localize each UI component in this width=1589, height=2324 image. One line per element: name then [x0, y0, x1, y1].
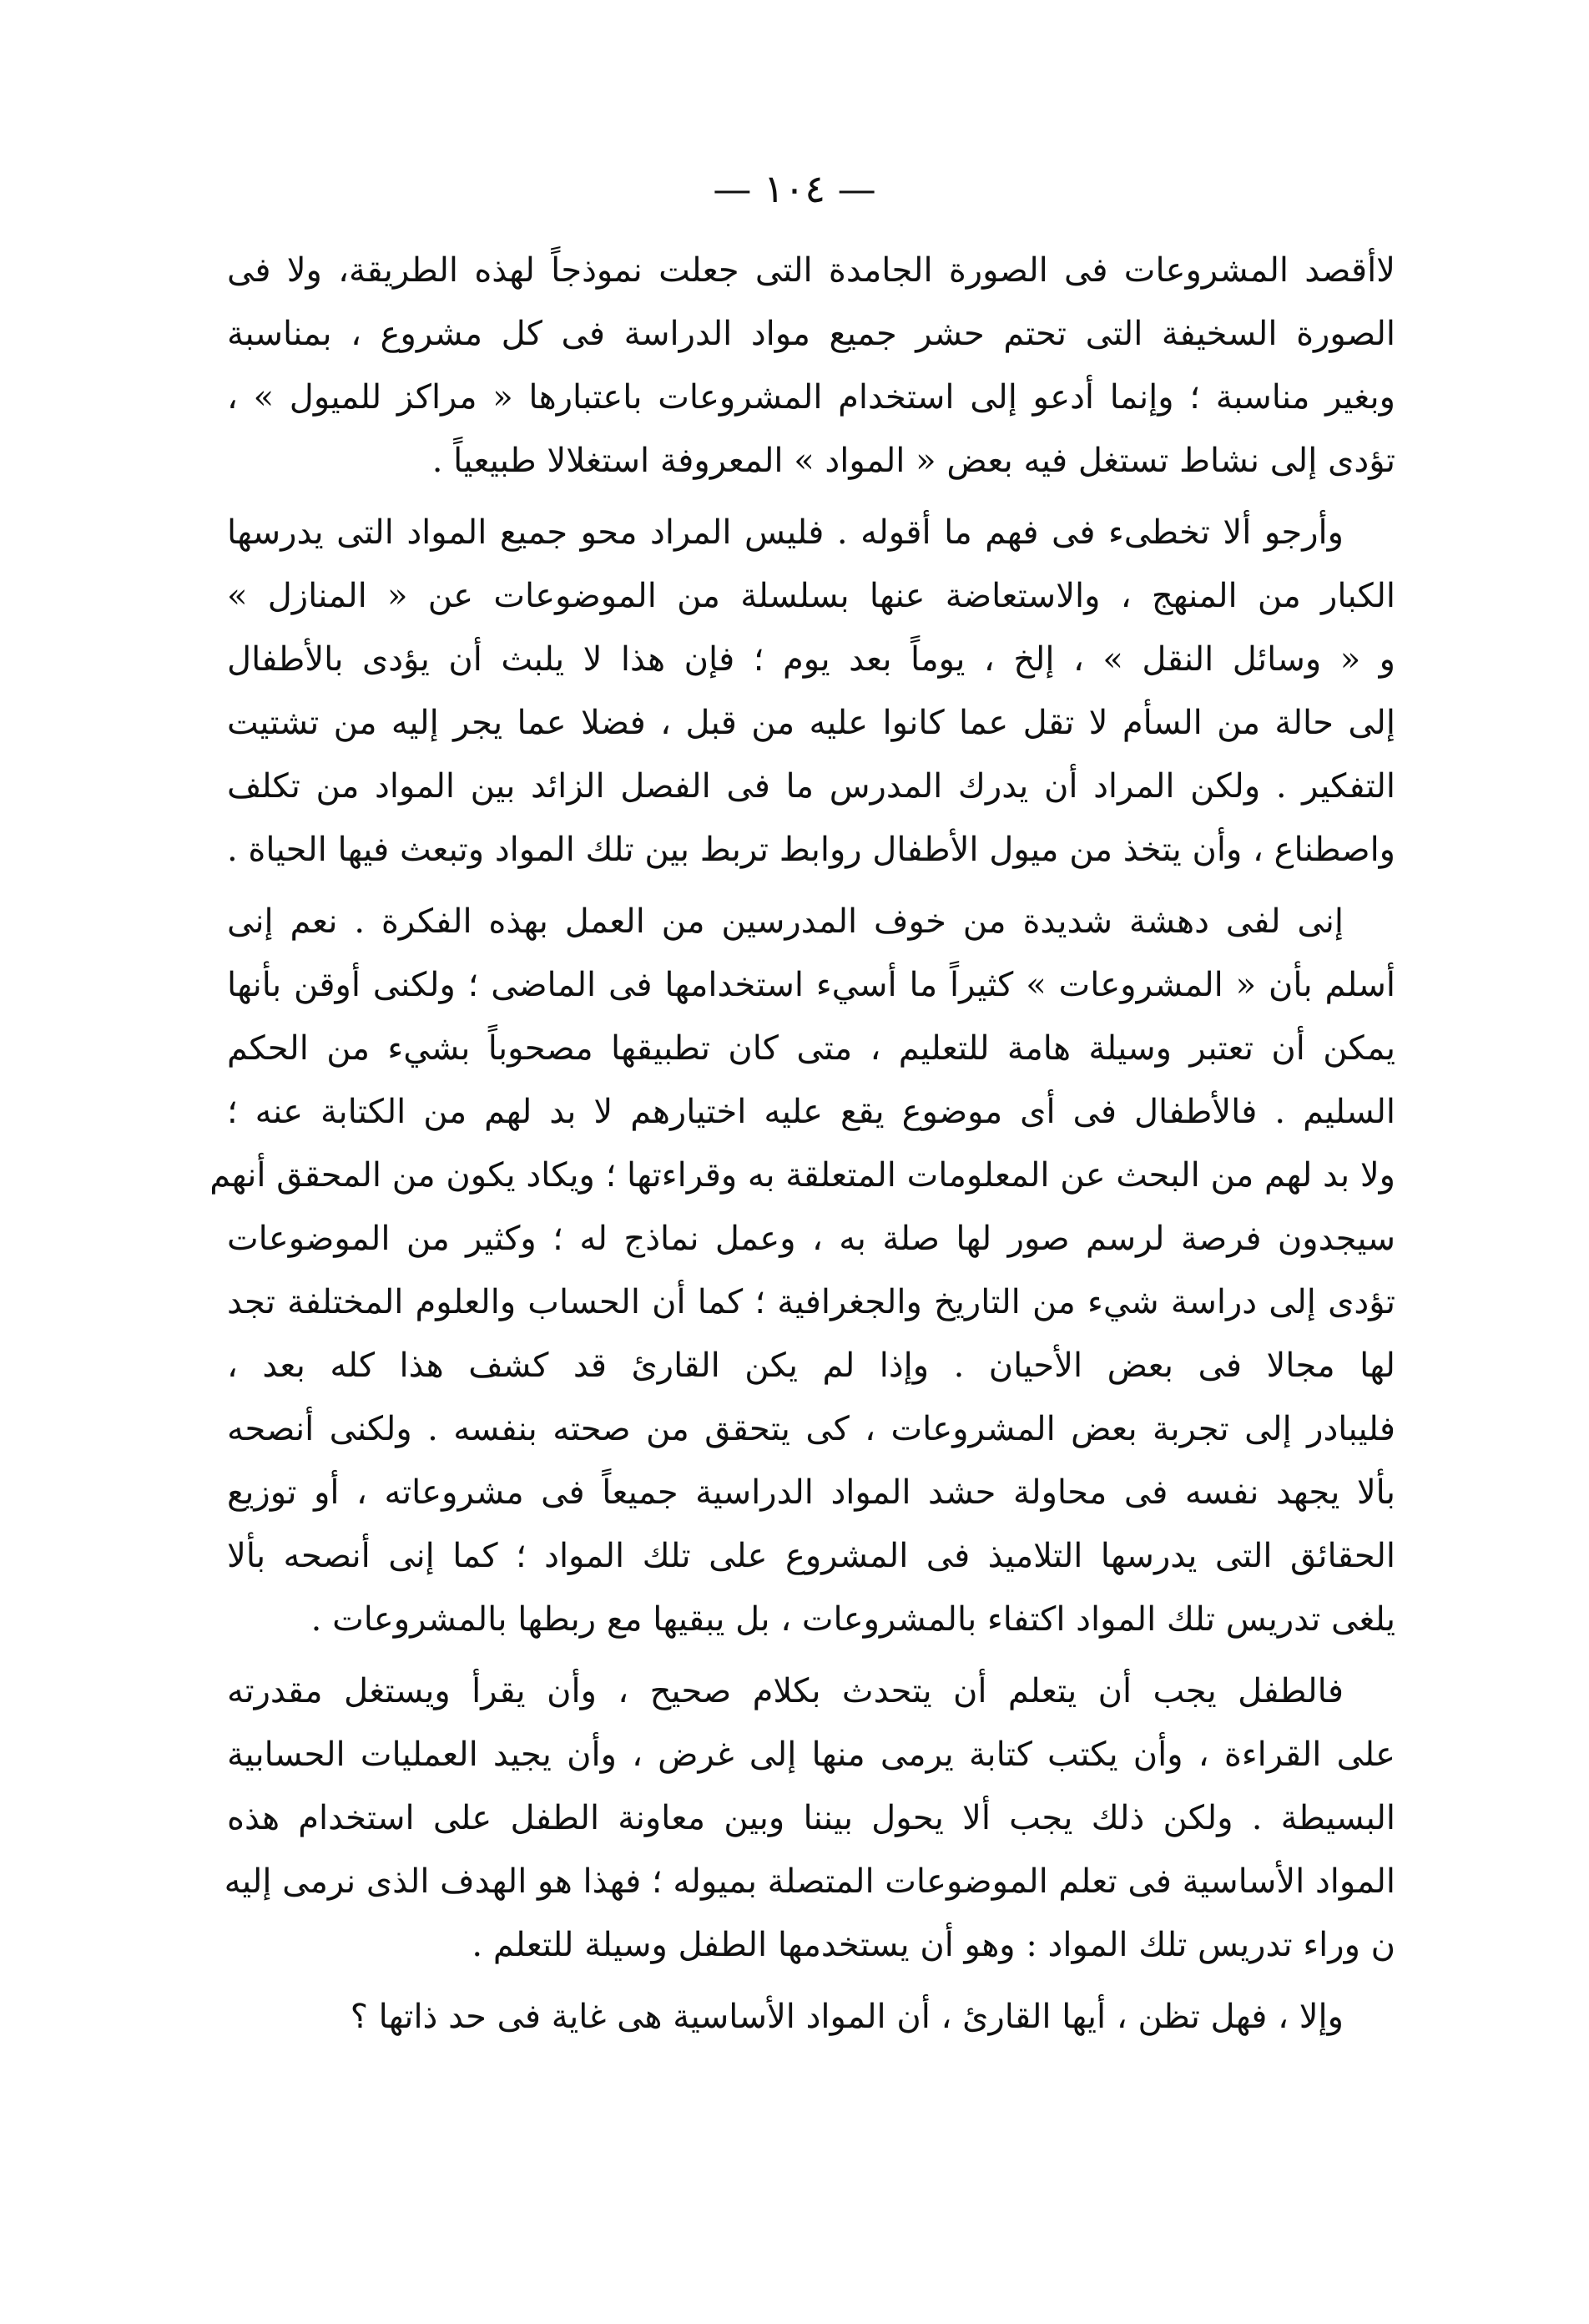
text-line: سيجدون فرصة لرسم صور لها صلة به ، وعمل نماذج له ؛ وكثير من الموضوعات: [227, 1220, 1395, 1258]
text-line: يمكن أن تعتبر وسيلة هامة للتعليم ، متى كان تطبيقها مصحوباً بشيء من الحكم: [227, 1029, 1395, 1068]
text-line: وبغير مناسبة ؛ وإنما أدعو إلى استخدام المشروعات باعتبارها « مراكز للميول » ،: [227, 378, 1395, 417]
text-line: على القراءة ، وأن يكتب كتابة يرمى منها إلى غرض ، وأن يجيد العمليات الحسابية: [227, 1735, 1395, 1774]
text-line: وإلا ، فهل تظن ، أيها القارئ ، أن المواد الأساسية هى غاية فى حد ذاتها ؟: [350, 1998, 1344, 2036]
paragraph: [227, 1985, 1395, 2049]
text-line: السليم . فالأطفال فى أى موضوع يقع عليه اختيارهم لا بد لهم من الكتابة عنه ؛: [227, 1093, 1395, 1131]
text-line: إنى لفى دهشة شديدة من خوف المدرسين من العمل بهذه الفكرة . نعم إنى: [227, 902, 1344, 941]
text-line: و « وسائل النقل » ، إلخ ، يوماً بعد يوم ؛ فإن هذا لا يلبث أن يؤدى بالأطفال: [227, 640, 1395, 679]
paragraph: [227, 239, 1395, 493]
page-number: — ١٠٤ —: [713, 166, 876, 211]
text-line: تؤدى إلى نشاط تستغل فيه بعض « المواد » المعروفة استغلالا طبيعياً .: [431, 442, 1395, 480]
paragraph: [227, 501, 1395, 882]
text-line: وأرجو ألا تخطىء فى فهم ما أقوله . فليس المراد محو جميع المواد التى يدرسها: [227, 513, 1344, 552]
text-line: لاأقصد المشروعات فى الصورة الجامدة التى جعلت نموذجاً لهذه الطريقة، ولا فى: [227, 251, 1395, 290]
text-line: فليبادر إلى تجربة بعض المشروعات ، كى يتحقق من صحته بنفسه . ولكنى أنصحه: [227, 1410, 1395, 1448]
text-line: ولا بد لهم من البحث عن المعلومات المتعلقة به وقراءتها ؛ ويكاد يكون من المحقق أنهم: [209, 1156, 1395, 1195]
text-line: إلى حالة من السأم لا تقل عما كانوا عليه من قبل ، فضلا عما يجر إليه من تشتيت: [227, 704, 1395, 742]
text-line: الحقائق التى يدرسها التلاميذ فى المشروع على تلك المواد ؛ كما إنى أنصحه بألا: [227, 1537, 1395, 1575]
text-line: المواد الأساسية فى تعلم الموضوعات المتصلة بميوله ؛ فهذا هو الهدف الذى نرمى إليه: [224, 1862, 1395, 1901]
text-line: فالطفل يجب أن يتعلم أن يتحدث بكلام صحيح ، وأن يقرأ ويستغل مقدرته: [227, 1672, 1344, 1710]
paragraph: [209, 890, 1395, 1651]
text-line: ن وراء تدريس تلك المواد : وهو أن يستخدمها الطفل وسيلة للتعلم .: [472, 1926, 1395, 1964]
body-text: [209, 239, 1396, 2049]
text-line: البسيطة . ولكن ذلك يجب ألا يحول بيننا وبين معاونة الطفل على استخدام هذه: [227, 1799, 1395, 1837]
text-line: التفكير . ولكن المراد أن يدرك المدرس ما فى الفصل الزائد بين المواد من تكلف: [227, 767, 1396, 806]
text-line: بألا يجهد نفسه فى محاولة حشد المواد الدراسية جميعاً فى مشروعاته ، أو توزيع: [227, 1473, 1395, 1512]
text-line: أسلم بأن « المشروعات » كثيراً ما أسيء استخدامها فى الماضى ؛ ولكنى أوقن بأنها: [227, 966, 1395, 1004]
text-line: لها مجالا فى بعض الأحيان . وإذا لم يكن القارئ قد كشف هذا كله بعد ،: [227, 1346, 1395, 1385]
text-line: واصطناع ، وأن يتخذ من ميول الأطفال روابط تربط بين تلك المواد وتبعث فيها الحياة .: [227, 831, 1395, 869]
paragraph: [224, 1660, 1395, 1977]
text-line: يلغى تدريس تلك المواد اكتفاء بالمشروعات ، بل يبقيها مع ربطها بالمشروعات .: [310, 1600, 1395, 1639]
text-line: تؤدى إلى دراسة شيء من التاريخ والجغرافية ؛ كما أن الحساب والعلوم المختلفة تجد: [227, 1283, 1395, 1321]
text-line: الصورة السخيفة التى تحتم حشر جميع مواد الدراسة فى كل مشروع ، بمناسبة: [227, 315, 1395, 353]
text-line: الكبار من المنهج ، والاستعاضة عنها بسلسلة من الموضوعات عن « المنازل »: [227, 577, 1395, 615]
